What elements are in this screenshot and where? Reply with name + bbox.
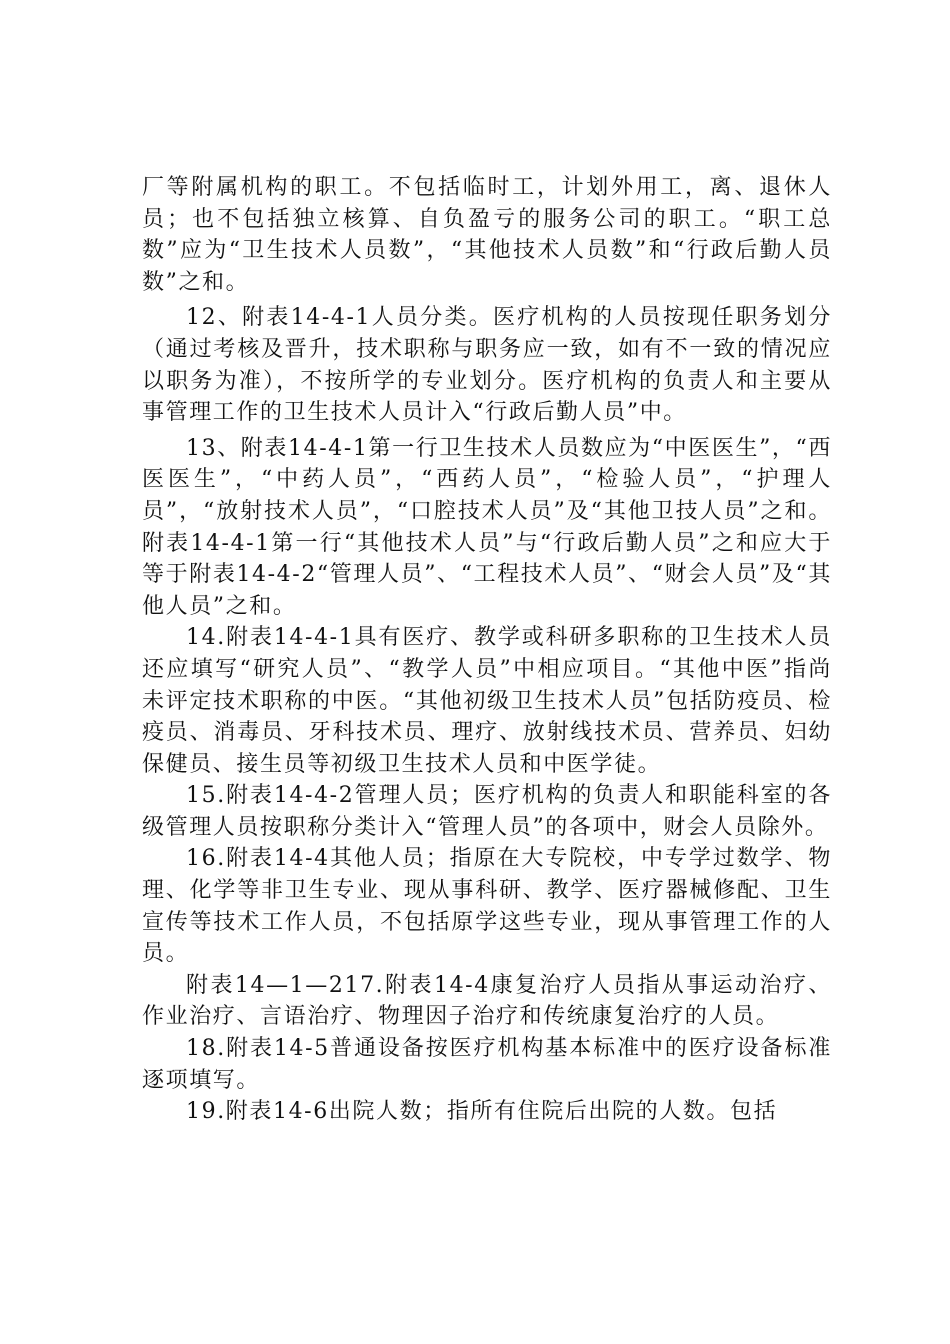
paragraph-18-general-equipment: 18.附表14-5普通设备按医疗机构基本标准中的医疗设备标准逐项填写。 xyxy=(142,1036,832,1093)
paragraph-19-discharged-patients: 19.附表14-6出院人数；指所有住院后出院的人数。包括 xyxy=(186,1099,778,1125)
paragraph-17-rehabilitation-staff: 附表14—1—217.附表14-4康复治疗人员指从事运动治疗、作业治疗、言语治疗、物理因子治疗和传统康复治疗的人员。 xyxy=(142,972,832,1030)
paragraph-12-staff-classification: 12、附表14-4-1人员分类。医疗机构的人员按现任职务划分（通过考核及晋升，技术职称与职务应一致，如有不一致的情况应以职务为准），不按所学的专业划分。医疗机构的负责人和主要从事管理工作的卫生技术人员计入“行政后勤人员”中。 xyxy=(142,305,832,426)
paragraph-13-health-technicians: 13、附表14-4-1第一行卫生技术人员数应为“中医医生”，“西医医生”，“中药人员”，“西药人员”，“检验人员”，“护理人员”，“放射技术人员”，“口腔技术人员”及“其他卫技人员”之和。附表14-4-1第一行“其他技术人员”与“行政后勤人员”之和应大于等于附表14-4-2“管理人员”、“工程技术人员”、“财会人员”及“其他人员”之和。 xyxy=(142,435,832,619)
paragraph-16-other-staff: 16.附表14-4其他人员；指原在大专院校，中专学过数学、物理、化学等非卫生专业、现从事科研、教学、医疗器械修配、卫生宣传等技术工作人员，不包括原学这些专业，现从事管理工作的人员。 xyxy=(142,846,832,967)
paragraph-14-multi-title-staff: 14.附表14-4-1具有医疗、教学或科研多职称的卫生技术人员还应填写“研究人员”、“教学人员”中相应项目。“其他中医”指尚未评定技术职称的中医。“其他初级卫生技术人员”包括防疫员、检疫员、消毒员、牙科技术员、理疗、放射线技术员、营养员、妇幼保健员、接生员等初级卫生技术人员和中医学徒。 xyxy=(142,625,832,777)
paragraph-15-management-staff: 15.附表14-4-2管理人员；医疗机构的负责人和职能科室的各级管理人员按职称分类计入“管理人员”的各项中，财会人员除外。 xyxy=(142,783,832,840)
paragraph-staff-total-continuation: 厂等附属机构的职工。不包括临时工，计划外用工，离、退休人员；也不包括独立核算、自负盈亏的服务公司的职工。“职工总数”应为“卫生技术人员数”，“其他技术人员数”和“行政后勤人员数”之和。 xyxy=(142,175,832,295)
document-body xyxy=(142,172,832,1128)
